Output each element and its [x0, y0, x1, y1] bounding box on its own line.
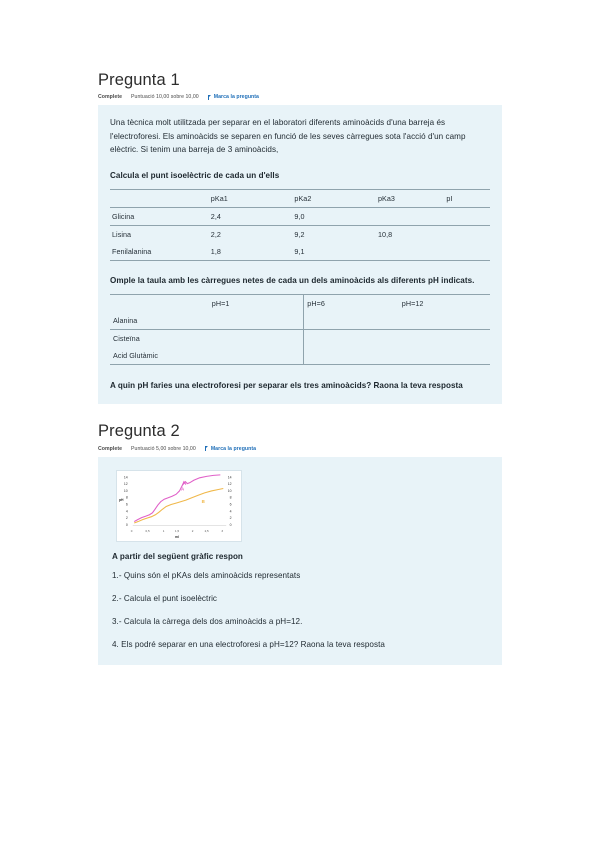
- table-row: [110, 207, 490, 225]
- xtick-15: 1,5: [175, 528, 180, 533]
- question-1-title: Pregunta 1: [98, 71, 180, 89]
- question-2-item-1: 1.- Quins són el pKAs dels aminoàcids representats: [112, 570, 301, 580]
- annotation-b: B: [201, 498, 205, 504]
- question-block-1: [98, 70, 502, 404]
- charges-th-2: pH=6: [304, 294, 399, 312]
- ytick-left-14: 14: [123, 474, 128, 479]
- flag-icon: [205, 446, 209, 451]
- xtick-0: 0: [130, 528, 133, 533]
- ytick-right-2: 2: [229, 515, 232, 520]
- charges-th-3: pH=12: [401, 298, 424, 308]
- question-2-item-2: 2.- Calcula el punt isoelèctric: [112, 593, 218, 603]
- pka-r0-c4: [444, 207, 490, 225]
- pka-r1-c3: 10,8: [376, 225, 444, 243]
- charges-r2-c0: Acid Glutàmic: [113, 350, 158, 360]
- annotation-a: A: [180, 486, 185, 491]
- xtick-25: 2,5: [204, 528, 209, 533]
- xtick-2: 2: [191, 528, 194, 533]
- ytick-left-10: 10: [123, 488, 128, 493]
- ytick-left-8: 8: [125, 495, 128, 500]
- question-2-item-3: 3.- Calcula la càrrega dels dos aminoàcids a pH=12.: [112, 616, 303, 626]
- question-2-state: Complete: [98, 445, 123, 452]
- pka-r1-c1: 2,2: [209, 225, 293, 243]
- pka-r2-c4: [444, 243, 490, 261]
- axis-label-ph: pH: [118, 497, 124, 502]
- pka-th-0: [110, 189, 209, 207]
- table-row: [110, 312, 490, 330]
- charges-r1-c3: [399, 329, 490, 347]
- question-2-list-heading: A partir del següent gràfic respon: [112, 551, 243, 561]
- question-1-body: [98, 105, 502, 404]
- ytick-right-10: 10: [227, 488, 232, 493]
- charges-r0-c3: [399, 312, 490, 330]
- titration-chart: [116, 470, 242, 542]
- question-1-meta: [98, 94, 502, 100]
- table-row: [110, 347, 490, 365]
- charges-r0-c1: [209, 312, 304, 330]
- charges-th-1: pH=1: [211, 298, 230, 308]
- ytick-right-14: 14: [227, 474, 232, 479]
- axis-label-ml: ml: [175, 534, 180, 539]
- charges-r1-c2: [304, 329, 399, 347]
- pka-r2-c2: 9,1: [294, 246, 305, 256]
- question-2-item-4: 4. Els podré separar en una electroforesi a pH=12? Raona la teva resposta: [112, 639, 385, 649]
- xtick-05: 0,5: [145, 528, 150, 533]
- flag-question-label-1: Marca la pregunta: [213, 94, 259, 101]
- pka-table: [110, 189, 490, 261]
- question-1-score: Puntuació 10,00 sobre 10,00: [131, 94, 199, 101]
- question-1-heading-1: Calcula el punt isoelèctric de cada un d'ells: [110, 170, 280, 180]
- pka-r1-c4: [444, 225, 490, 243]
- charges-r0-c2: [304, 312, 399, 330]
- charges-r2-c1: [209, 347, 304, 365]
- ytick-right-6: 6: [229, 502, 232, 507]
- pka-th-2: pKa2: [292, 189, 376, 207]
- question-1-intro: Una tècnica molt utilitzada per separar en el laboratori diferents aminoàcids d'una barreja és l'electroforesi. Els aminoàcids se separen en funció de les seves càrregues sota l'acció d'un camp elèctric. Si tenim una barreja de 3 aminoàcids,: [110, 118, 466, 154]
- question-1-state: Complete: [98, 94, 123, 101]
- xtick-1: 1: [162, 528, 165, 533]
- ytick-left-12: 12: [123, 481, 128, 486]
- table-row: [110, 225, 490, 243]
- pka-r0-c2: 9,0: [294, 211, 305, 221]
- question-2-body: [98, 457, 502, 666]
- charges-r0-c0: Alanina: [113, 315, 138, 325]
- pka-r0-c0: Glicina: [112, 211, 135, 221]
- quiz-content: [98, 70, 502, 665]
- flag-icon: [208, 95, 212, 100]
- pka-th-3: pKa3: [376, 189, 444, 207]
- ytick-left-4: 4: [125, 508, 128, 513]
- table-header-row: [110, 189, 490, 207]
- ytick-right-4: 4: [229, 508, 232, 513]
- charges-r2-c3: [399, 347, 490, 365]
- pka-r2-c0: Fenilalanina: [112, 246, 152, 256]
- pka-r2-c3: [376, 243, 444, 261]
- flag-question-link-1[interactable]: [208, 94, 259, 100]
- ytick-right-0: 0: [229, 522, 232, 527]
- table-row: [110, 243, 490, 261]
- table-row: [110, 329, 490, 347]
- charges-r1-c0: Cisteïna: [110, 329, 209, 347]
- question-1-heading-2: Omple la taula amb les càrregues netes de cada un dels aminoàcids als diferents pH indicats.: [110, 275, 475, 285]
- ytick-left-6: 6: [125, 502, 128, 507]
- question-2-score: Puntuació 5,00 sobre 10,00: [131, 445, 196, 452]
- pka-r2-c1: 1,8: [210, 246, 221, 256]
- ytick-left-2: 2: [125, 515, 128, 520]
- titration-chart-svg: [117, 471, 241, 541]
- pka-r1-c2: 9,2: [292, 225, 376, 243]
- charges-r1-c1: [209, 329, 304, 347]
- question-2-title: Pregunta 2: [98, 422, 180, 441]
- pka-th-4: pI: [444, 189, 490, 207]
- xtick-3: 3: [221, 528, 223, 533]
- table-header-row: [110, 294, 490, 312]
- pka-r0-c3: [376, 207, 444, 225]
- question-gap: [98, 404, 502, 421]
- flag-question-label-2: Marca la pregunta: [210, 445, 257, 452]
- question-1-heading-3: A quin pH faries una electroforesi per separar els tres aminoàcids? Raona la teva resposta: [110, 380, 463, 390]
- ytick-right-12: 12: [227, 481, 232, 486]
- charges-r2-c2: [304, 347, 399, 365]
- pka-th-1: pKa1: [209, 189, 293, 207]
- ytick-left-0: 0: [125, 522, 128, 527]
- question-2-meta: [98, 446, 502, 452]
- flag-question-link-2[interactable]: [205, 446, 256, 452]
- ytick-right-8: 8: [229, 495, 232, 500]
- charges-table: [110, 294, 490, 365]
- pka-r1-c0: Lisina: [110, 225, 209, 243]
- question-block-2: [98, 421, 502, 665]
- charges-th-0: [110, 294, 209, 312]
- pka-r0-c1: 2,4: [210, 211, 221, 221]
